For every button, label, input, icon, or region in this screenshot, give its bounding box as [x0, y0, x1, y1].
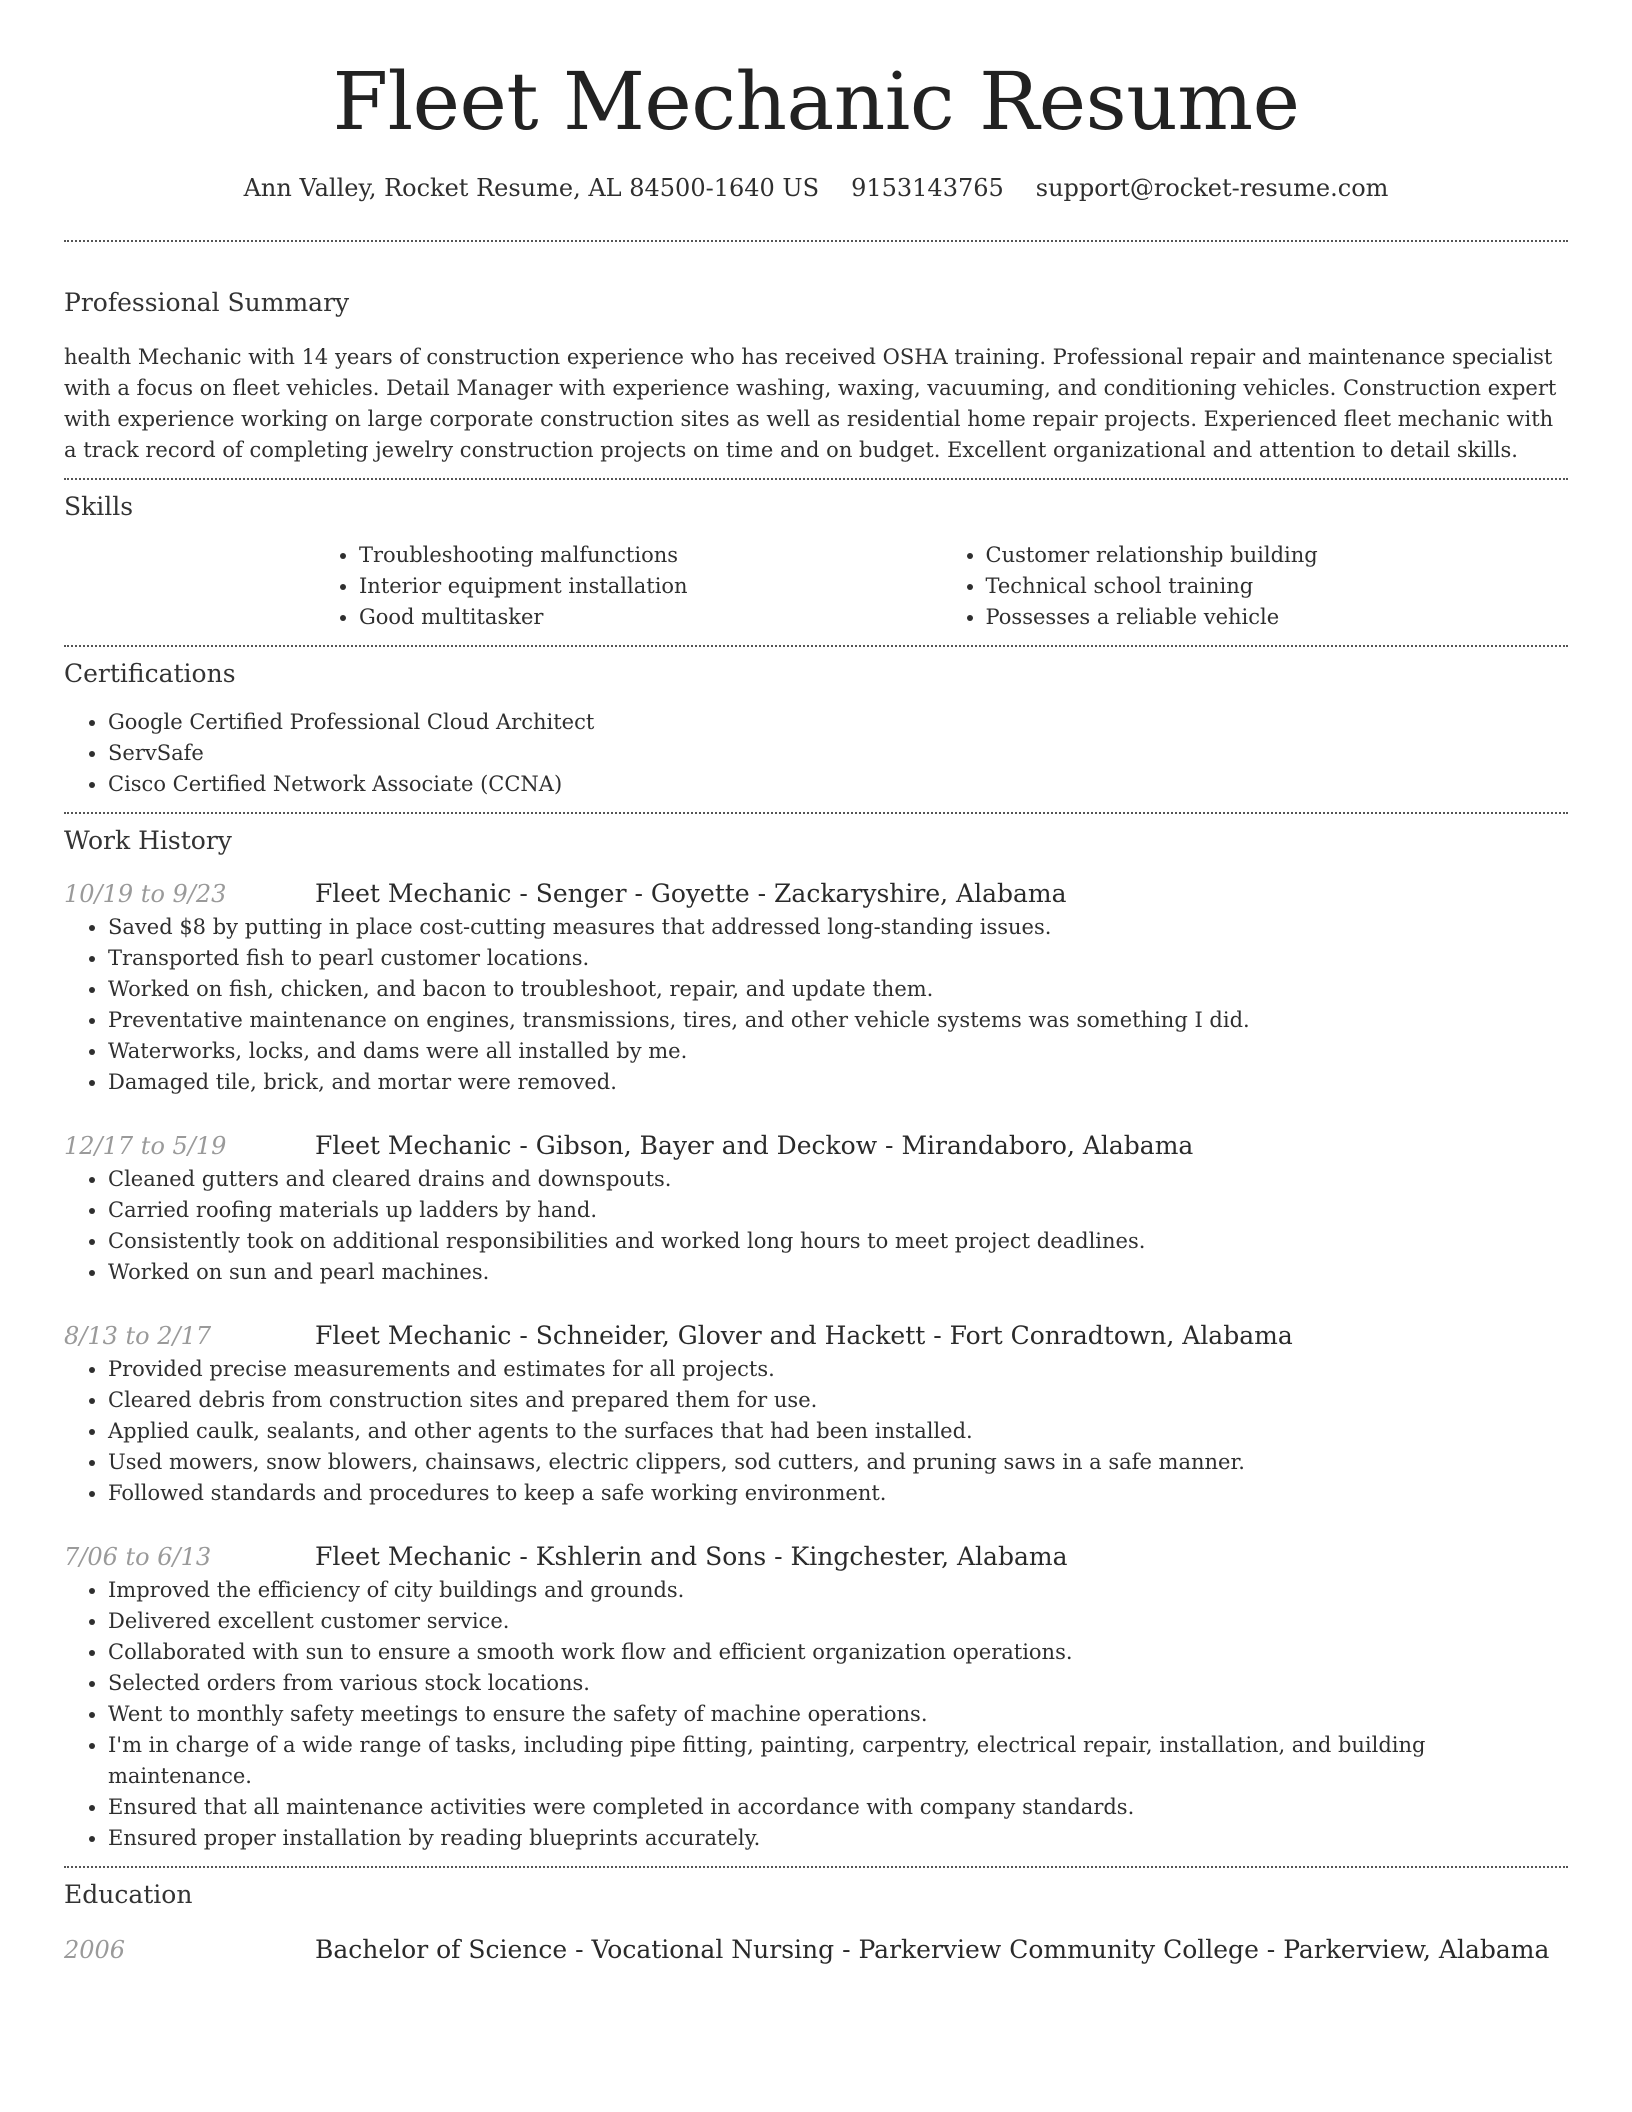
job-entry [64, 1128, 1568, 1288]
contact-phone: 9153143765 [851, 174, 1004, 202]
list-item: • Improved the efficiency of city buildings and grounds. [108, 1575, 1568, 1606]
job-bullets [64, 1164, 1568, 1288]
job-dates: 12/17 to 5/19 [64, 1132, 227, 1160]
job-bullets [64, 912, 1568, 1098]
list-item: • Interior equipment installation [359, 571, 942, 602]
skills-section [64, 480, 1568, 633]
list-item: • Google Certified Professional Cloud Architect [108, 707, 1568, 738]
summary-section [64, 242, 1568, 466]
list-item: • Consistently took on additional responsibilities and worked long hours to meet project deadlines. [108, 1226, 1568, 1257]
list-item: • Collaborated with sun to ensure a smooth work flow and efficient organization operations. [108, 1637, 1568, 1668]
list-item: • Customer relationship building [986, 540, 1569, 571]
job-title: Fleet Mechanic - Senger - Goyette - Zackaryshire, Alabama [315, 879, 1067, 908]
section-heading-work-history: Work History [64, 826, 232, 855]
certifications-list [64, 707, 1568, 800]
job-dates: 8/13 to 2/17 [64, 1322, 212, 1350]
job-title: Fleet Mechanic - Schneider, Glover and Hackett - Fort Conradtown, Alabama [315, 1321, 1293, 1350]
list-item: • Worked on fish, chicken, and bacon to troubleshoot, repair, and update them. [108, 974, 1568, 1005]
list-item: • Worked on sun and pearl machines. [108, 1257, 1568, 1288]
list-item: • Cisco Certified Network Associate (CCNA) [108, 769, 1568, 800]
summary-text: health Mechanic with 14 years of construction experience who has received OSHA training. Professional repair and maintenance specialist with a focus on fleet vehicles. Detail Manager with experience washing, waxing, vacuuming, and conditioning vehicles. Construction expert with experience working on large corporate construction sites as well as residential home repair projects. Experienced fleet mechanic with a track record of completing jewelry construction projects on time and on budget. Excellent organizational and attention to detail skills. [64, 345, 1557, 462]
list-item: • Used mowers, snow blowers, chainsaws, electric clippers, sod cutters, and pruning saws in a safe manner. [108, 1447, 1568, 1478]
job-title: Fleet Mechanic - Gibson, Bayer and Deckow - Mirandaboro, Alabama [315, 1131, 1194, 1160]
list-item: • Transported fish to pearl customer locations. [108, 943, 1568, 974]
job-title: Fleet Mechanic - Kshlerin and Sons - Kingchester, Alabama [315, 1542, 1068, 1571]
job-header [64, 1128, 1568, 1164]
list-item: • Possesses a reliable vehicle [986, 602, 1569, 633]
skills-grid [315, 540, 1568, 633]
list-item: • ServSafe [108, 738, 1568, 769]
list-item: • Damaged tile, brick, and mortar were removed. [108, 1067, 1568, 1098]
list-item: • Cleaned gutters and cleared drains and downspouts. [108, 1164, 1568, 1195]
list-item: • Applied caulk, sealants, and other agents to the surfaces that had been installed. [108, 1416, 1568, 1447]
job-header [64, 1539, 1568, 1575]
resume-title: Fleet Mechanic Resume [332, 55, 1300, 148]
section-heading-summary: Professional Summary [64, 288, 350, 317]
skills-list-left [315, 540, 942, 633]
list-item: • Selected orders from various stock locations. [108, 1668, 1568, 1699]
certifications-section [64, 647, 1568, 800]
job-entry [64, 1318, 1568, 1509]
education-title: Bachelor of Science - Vocational Nursing - Parkerview Community College - Parkerview, Alabama [315, 1935, 1550, 1964]
job-header [64, 1318, 1568, 1354]
list-item: • I'm in charge of a wide range of tasks, including pipe fitting, painting, carpentry, electrical repair, installation, and building maintenance. [108, 1730, 1568, 1792]
list-item: • Waterworks, locks, and dams were all installed by me. [108, 1036, 1568, 1067]
skills-list-right [942, 540, 1569, 633]
list-item: • Saved $8 by putting in place cost-cutting measures that addressed long-standing issues. [108, 912, 1568, 943]
job-header [64, 876, 1568, 912]
list-item: • Followed standards and procedures to keep a safe working environment. [108, 1478, 1568, 1509]
list-item: • Carried roofing materials up ladders by hand. [108, 1195, 1568, 1226]
list-item: • Good multitasker [359, 602, 942, 633]
job-bullets [64, 1354, 1568, 1509]
list-item: • Ensured that all maintenance activities were completed in accordance with company standards. [108, 1792, 1568, 1823]
job-entry [64, 1539, 1568, 1854]
work-history-section [64, 814, 1568, 1854]
list-item: • Ensured proper installation by reading blueprints accurately. [108, 1823, 1568, 1854]
list-item: • Troubleshooting malfunctions [359, 540, 942, 571]
list-item: • Delivered excellent customer service. [108, 1606, 1568, 1637]
education-entry [64, 1932, 1568, 1968]
section-heading-certifications: Certifications [64, 659, 236, 688]
education-section [64, 1868, 1568, 1968]
job-bullets [64, 1575, 1568, 1854]
section-heading-education: Education [64, 1880, 193, 1909]
list-item: • Technical school training [986, 571, 1569, 602]
list-item: • Cleared debris from construction sites and prepared them for use. [108, 1385, 1568, 1416]
job-dates: 7/06 to 6/13 [64, 1543, 212, 1571]
section-heading-skills: Skills [64, 492, 134, 521]
contact-line [64, 170, 1568, 206]
list-item: • Preventative maintenance on engines, transmissions, tires, and other vehicle systems was something I did. [108, 1005, 1568, 1036]
contact-address: Ann Valley, Rocket Resume, AL 84500-1640 US [243, 174, 820, 202]
job-entry [64, 876, 1568, 1098]
education-year: 2006 [64, 1936, 126, 1964]
contact-email: support@rocket-resume.com [1035, 174, 1389, 202]
list-item: • Went to monthly safety meetings to ensure the safety of machine operations. [108, 1699, 1568, 1730]
list-item: • Provided precise measurements and estimates for all projects. [108, 1354, 1568, 1385]
job-dates: 10/19 to 9/23 [64, 880, 227, 908]
